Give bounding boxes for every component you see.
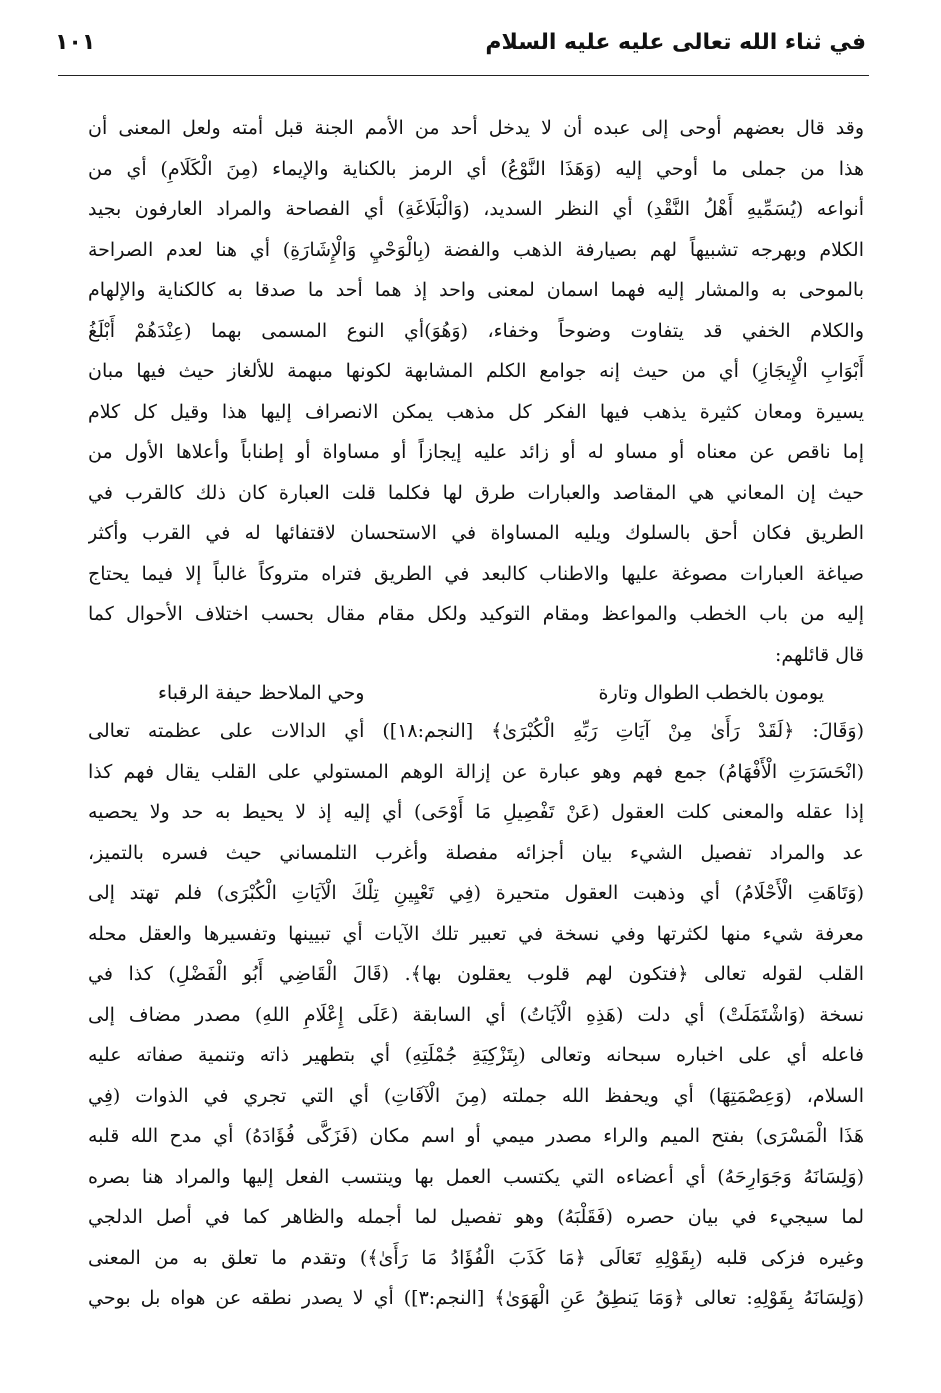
text-line: حيث إن المعاني هي المقاصد والعبارات طرق لها فكلما قلت العبارة كان ذلك كالقرب في	[88, 481, 864, 504]
text-line: أنواعه (يُسَمِّيهِ أَهْلُ النَّقْدِ) أي النظر السديد، (وَالْبَلَاغَةِ) أي الفصاحة والمراد العارفون بجيد	[88, 198, 864, 220]
text-line: معرفة شيء منها لكثرتها وفي نسخة في تعبير تلك الآيات أي تبيينها وتفسيرها والعقل محله	[88, 922, 864, 945]
text-line: فاعله أي على اخباره سبحانه وتعالى (بِتَزْكِيَةِ جُمْلَتِهِ) أي بتطهير ذاته وتنمية صفاته عليه	[88, 1044, 864, 1066]
text-line: القلب لقوله تعالى ﴿فتكون لهم قلوب يعقلون بها﴾. (قَالَ الْقَاضِي أَبُو الْفَضْلِ) كذا في	[88, 963, 864, 985]
text-line: (وَلِسَانَهُ بِقَوْلِهِ: تعالى ﴿وَمَا يَنطِقُ عَنِ الْهَوَىٰ﴾ [النجم:٣]) أي لا يصدر نطقه عن هواه بل بوحي	[88, 1287, 864, 1309]
paragraph-block-2	[88, 711, 864, 1319]
poem-second-hemistich: وحي الملاحظ حيفة الرقباء	[158, 682, 365, 704]
page-number: ١٠١	[55, 30, 96, 55]
text-line: نسخة (وَاشْتَمَلَتْ) أي دلت (هَذِهِ الْآيَاتُ) أي السابقة (عَلَى إِعْلَامِ اللهِ) مصدر مضاف إلى	[88, 1003, 864, 1026]
text-line: وقد قال بعضهم أوحى إلى عبده أن لا يدخل أحد من الأمم الجنة قبل أمته ولعل المعنى أن	[88, 117, 864, 139]
paragraph-block-1	[88, 108, 864, 675]
poem-first-hemistich: يومون بالخطب الطوال وتارة	[598, 682, 824, 704]
text-line: (وَلِسَانَهُ وَجَوَارِحَهُ) أي أعضاءه التي يكتسب العمل بها وينتسب الفعل إليها والمراد هنا بصره	[88, 1165, 864, 1188]
text-line: عد والمراد تفصيل الشيء بيان أجزائه مفصلة وأغرب التلمساني حيث فسره بالتميز،	[88, 841, 864, 864]
text-line: (وَتَاهَتِ الْأَحْلَامُ) أي وذهبت العقول متحيرة (فِي تَعْيِينِ تِلْكَ الْآيَاتِ الْكُبْرَى) فلم تهتد إلى	[88, 882, 864, 904]
text-line: الكلام وبهرجه تشبيهاً لهم بصيارفة الذهب والفضة (بِالْوَحْيِ وَالْإِشَارَةِ) أي هنا لعدم الصراحة	[88, 238, 864, 261]
text-line: وغيره فزكى قلبه (بِقَوْلِهِ تَعَالَى ﴿مَا كَذَبَ الْفُؤَادُ مَا رَأَىٰ﴾) وتقدم ما تعلق به من المعنى	[88, 1246, 864, 1269]
text-line: صياغة العبارات مصوغة عليها والاطناب كالبعد في الطريق فتراه متروكاً غالباً إلا فيما يحتاج	[88, 562, 864, 585]
text-line: والكلام الخفي قد يتفاوت وضوحاً وخفاء، (وَهُوَ)أي النوع المسمى بهما (عِنْدَهُمْ أَبْلَغُ	[88, 319, 864, 342]
text-line: يسيرة ومعان كثيرة يذهب فيها الفكر كل مذهب يمكن الانصراف إليها هذا وقيل كل كلام	[88, 400, 864, 423]
text-line: أَبْوَابِ الْإِيجَازِ) أي من حيث إنه جوامع الكلم المشابهة لكونها مبهمة للألغاز حيث فيها مبان	[88, 360, 864, 382]
text-line: بالموحى به والمشار إليه فهما اسمان لمعنى واحد إذ هما أحد ما صدقا به كالكناية والإلهام	[88, 279, 864, 301]
header-rule	[58, 75, 869, 76]
page-header	[55, 22, 866, 70]
poem-verse	[88, 675, 864, 711]
text-line: إليه من باب الخطب والمواعظ ومقام التوكيد ولكل مقام مقال بحسب اختلاف الأحوال كما	[88, 603, 864, 625]
page-body	[88, 108, 864, 1319]
text-line: لما سيجيء في بيان حصره (فَقَلْبَهُ) وهو تفصيل لما أجمله والظاهر كما في أصل الدلجي	[88, 1206, 864, 1228]
text-line: (انْحَسَرَتِ الْأَفْهَامُ) جمع فهم وهو عبارة عن إزالة الوهم المستولي على القلب يقال فهم كذا	[88, 760, 864, 783]
running-title: في ثناء الله تعالى عليه عليه السلام	[485, 30, 866, 55]
text-line: (وَقَالَ: ﴿لَقَدْ رَأَىٰ مِنْ آيَاتِ رَبِّهِ الْكُبْرَىٰ﴾ [النجم:١٨]) أي الدالات على عظمته تعالى	[88, 720, 864, 742]
text-line: هذا من جملى ما أوحي إليه (وَهَذَا النَّوْعُ) أي الرمز بالكناية والإيماء (مِنَ الْكَلَامِ) أي من	[88, 157, 864, 180]
text-line: إذا عقله والمعنى كلت العقول (عَنْ تَفْصِيلِ مَا أَوْحَى) أي إليه إذ لا يحيط به حد ولا يحصيه	[88, 801, 864, 823]
text-line: إما ناقص عن معناه أو مساو له أو زائد عليه إيجازاً أو مساواة أو إطناباً وأعلاها الأول من	[88, 441, 864, 463]
text-line: هَذَا الْمَسْرَى) بفتح الميم والراء مصدر ميمي أو اسم مكان (فَزَكَّى فُؤَادَهُ) أي مدح الله قلبه	[88, 1125, 864, 1147]
text-line: الطريق فكان أحق بالسلوك ويليه المساواة في الاستحسان لاقتفائها له في القرب وأكثر	[88, 522, 864, 544]
text-line: السلام، (وَعِصْمَتِهَا) أي ويحفظ الله جملته (مِنَ الْآفَاتِ) أي التي تجري في الذوات (فِي	[88, 1084, 864, 1107]
text-line: قال قائلهم:	[775, 643, 864, 666]
